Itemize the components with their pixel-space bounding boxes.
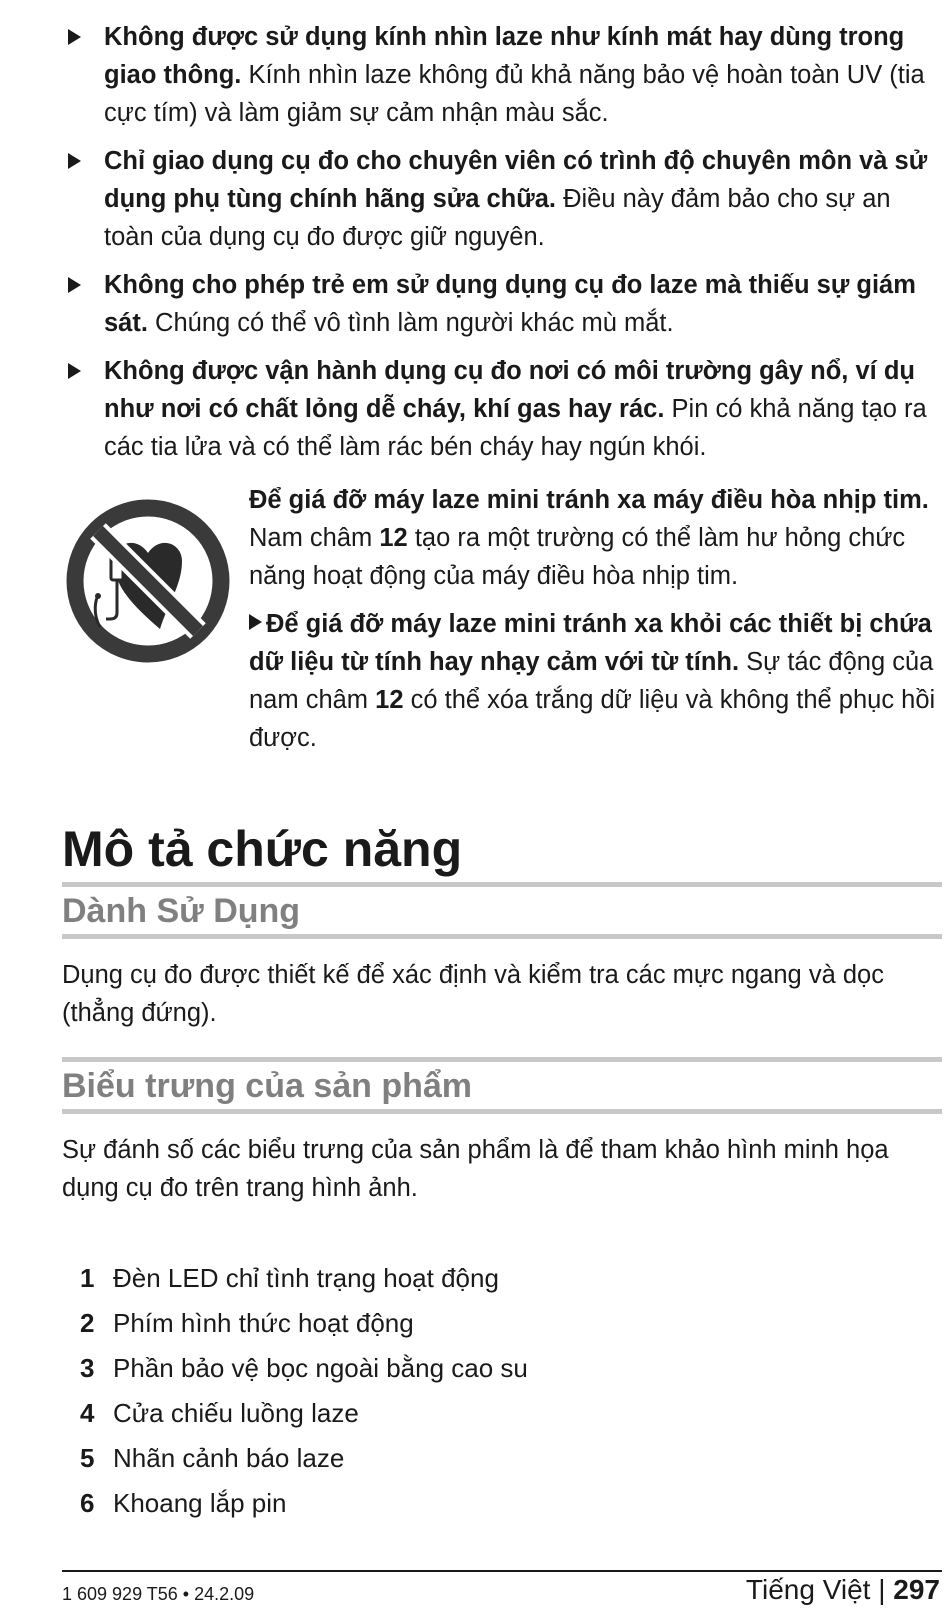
- pacemaker-text: tạo ra một trường có thể làm hư hỏng chức năng hoạt động của máy điều hòa nhịp tim.: [249, 524, 906, 590]
- safety-bullet: [62, 352, 942, 466]
- magnet-number: 12: [379, 524, 408, 552]
- footer-language: Tiếng Việt |: [745, 1574, 894, 1605]
- list-item: [80, 1346, 528, 1391]
- magnetic-text: có thể xóa trắng dữ liệu và không thể phục hồi được.: [249, 686, 936, 752]
- item-label: Cửa chiếu luồng laze: [113, 1398, 359, 1428]
- pacemaker-paragraph: [249, 481, 941, 595]
- heading-rule-bottom: [62, 934, 942, 939]
- heading-rule-top: [62, 882, 942, 887]
- document-code: 1 609 929 T56 • 24.2.09: [62, 1584, 255, 1604]
- bullet-triangle-icon: [68, 153, 81, 169]
- magnetic-data-paragraph: [249, 605, 941, 757]
- bullet-bold-text: Không được vận hành dụng cụ đo nơi có môi trường gây nổ, ví dụ như nơi có chất lỏng dễ cháy, khí gas hay rác.: [104, 357, 915, 423]
- pacemaker-warning: [249, 481, 941, 767]
- item-label: Phím hình thức hoạt động: [113, 1308, 414, 1338]
- heading-rule-bottom: [62, 1109, 942, 1114]
- item-label: Phần bảo vệ bọc ngoài bằng cao su: [113, 1353, 528, 1383]
- bullet-text: Điều này đảm bảo cho sự an toàn của dụng cụ đo được giữ nguyên.: [104, 185, 891, 251]
- footer-rule: [62, 1570, 942, 1572]
- bullet-triangle-icon: [68, 363, 81, 379]
- component-list: [80, 1256, 528, 1526]
- item-label: Đèn LED chỉ tình trạng hoạt động: [113, 1263, 499, 1293]
- bullet-bold-text: Chỉ giao dụng cụ đo cho chuyên viên có trình độ chuyên môn và sử dụng phụ tùng chính hãng sửa chữa.: [104, 147, 928, 213]
- safety-bullet: [62, 18, 942, 132]
- bullet-triangle-icon: [68, 277, 81, 293]
- magnetic-text: Sự tác động của nam châm: [249, 648, 934, 714]
- item-number: 2: [80, 1308, 95, 1338]
- list-item: [80, 1481, 528, 1526]
- list-item: [80, 1436, 528, 1481]
- magnet-number: 12: [375, 686, 404, 714]
- pacemaker-text: Nam châm: [249, 524, 380, 552]
- symbols-heading: Biểu trưng của sản phẩm: [62, 1067, 473, 1105]
- section-title: Mô tả chức năng: [62, 821, 463, 877]
- usage-heading: Dành Sử Dụng: [62, 892, 301, 930]
- pacemaker-bold-text: Để giá đỡ máy laze mini tránh xa máy điều hòa nhịp tim.: [249, 486, 929, 514]
- safety-bullet-list: [62, 18, 942, 476]
- safety-bullet: [62, 142, 942, 256]
- page-number: 297: [893, 1574, 940, 1605]
- item-number: 6: [80, 1488, 95, 1518]
- bullet-triangle-icon: [68, 29, 81, 45]
- item-number: 4: [80, 1398, 95, 1428]
- bullet-text: Kính nhìn laze không đủ khả năng bảo vệ hoàn toàn UV (tia cực tím) và làm giảm sự cảm nhận màu sắc.: [104, 61, 925, 127]
- bullet-triangle-icon: [249, 614, 262, 630]
- bullet-text: Chúng có thể vô tình làm người khác mù mắt.: [147, 309, 674, 337]
- footer-page-label: [746, 1574, 940, 1606]
- bullet-text: Pin có khả năng tạo ra các tia lửa và có thể làm rác bén cháy hay ngún khói.: [104, 395, 927, 461]
- bullet-bold-text: Không cho phép trẻ em sử dụng dụng cụ đo laze mà thiếu sự giám sát.: [104, 271, 916, 337]
- no-pacemaker-icon: [62, 495, 234, 667]
- list-item: [80, 1391, 528, 1436]
- item-number: 5: [80, 1443, 95, 1473]
- usage-text: Dụng cụ đo được thiết kế để xác định và kiểm tra các mực ngang và dọc (thẳng đứng).: [62, 961, 884, 1027]
- magnetic-bold-text: Để giá đỡ máy laze mini tránh xa khỏi các thiết bị chứa dữ liệu từ tính hay nhạy cảm với từ tính.: [249, 610, 932, 676]
- heading-rule-top: [62, 1057, 942, 1062]
- item-label: Khoang lắp pin: [113, 1488, 287, 1518]
- item-label: Nhãn cảnh báo laze: [113, 1443, 345, 1473]
- safety-bullet: [62, 266, 942, 342]
- bullet-bold-text: Không được sử dụng kính nhìn laze như kính mát hay dùng trong giao thông.: [104, 23, 905, 89]
- item-number: 3: [80, 1353, 95, 1383]
- list-item: [80, 1256, 528, 1301]
- list-item: [80, 1301, 528, 1346]
- symbols-text: Sự đánh số các biểu trưng của sản phẩm là để tham khảo hình minh họa dụng cụ đo trên trang hình ảnh.: [62, 1136, 889, 1202]
- item-number: 1: [80, 1263, 95, 1293]
